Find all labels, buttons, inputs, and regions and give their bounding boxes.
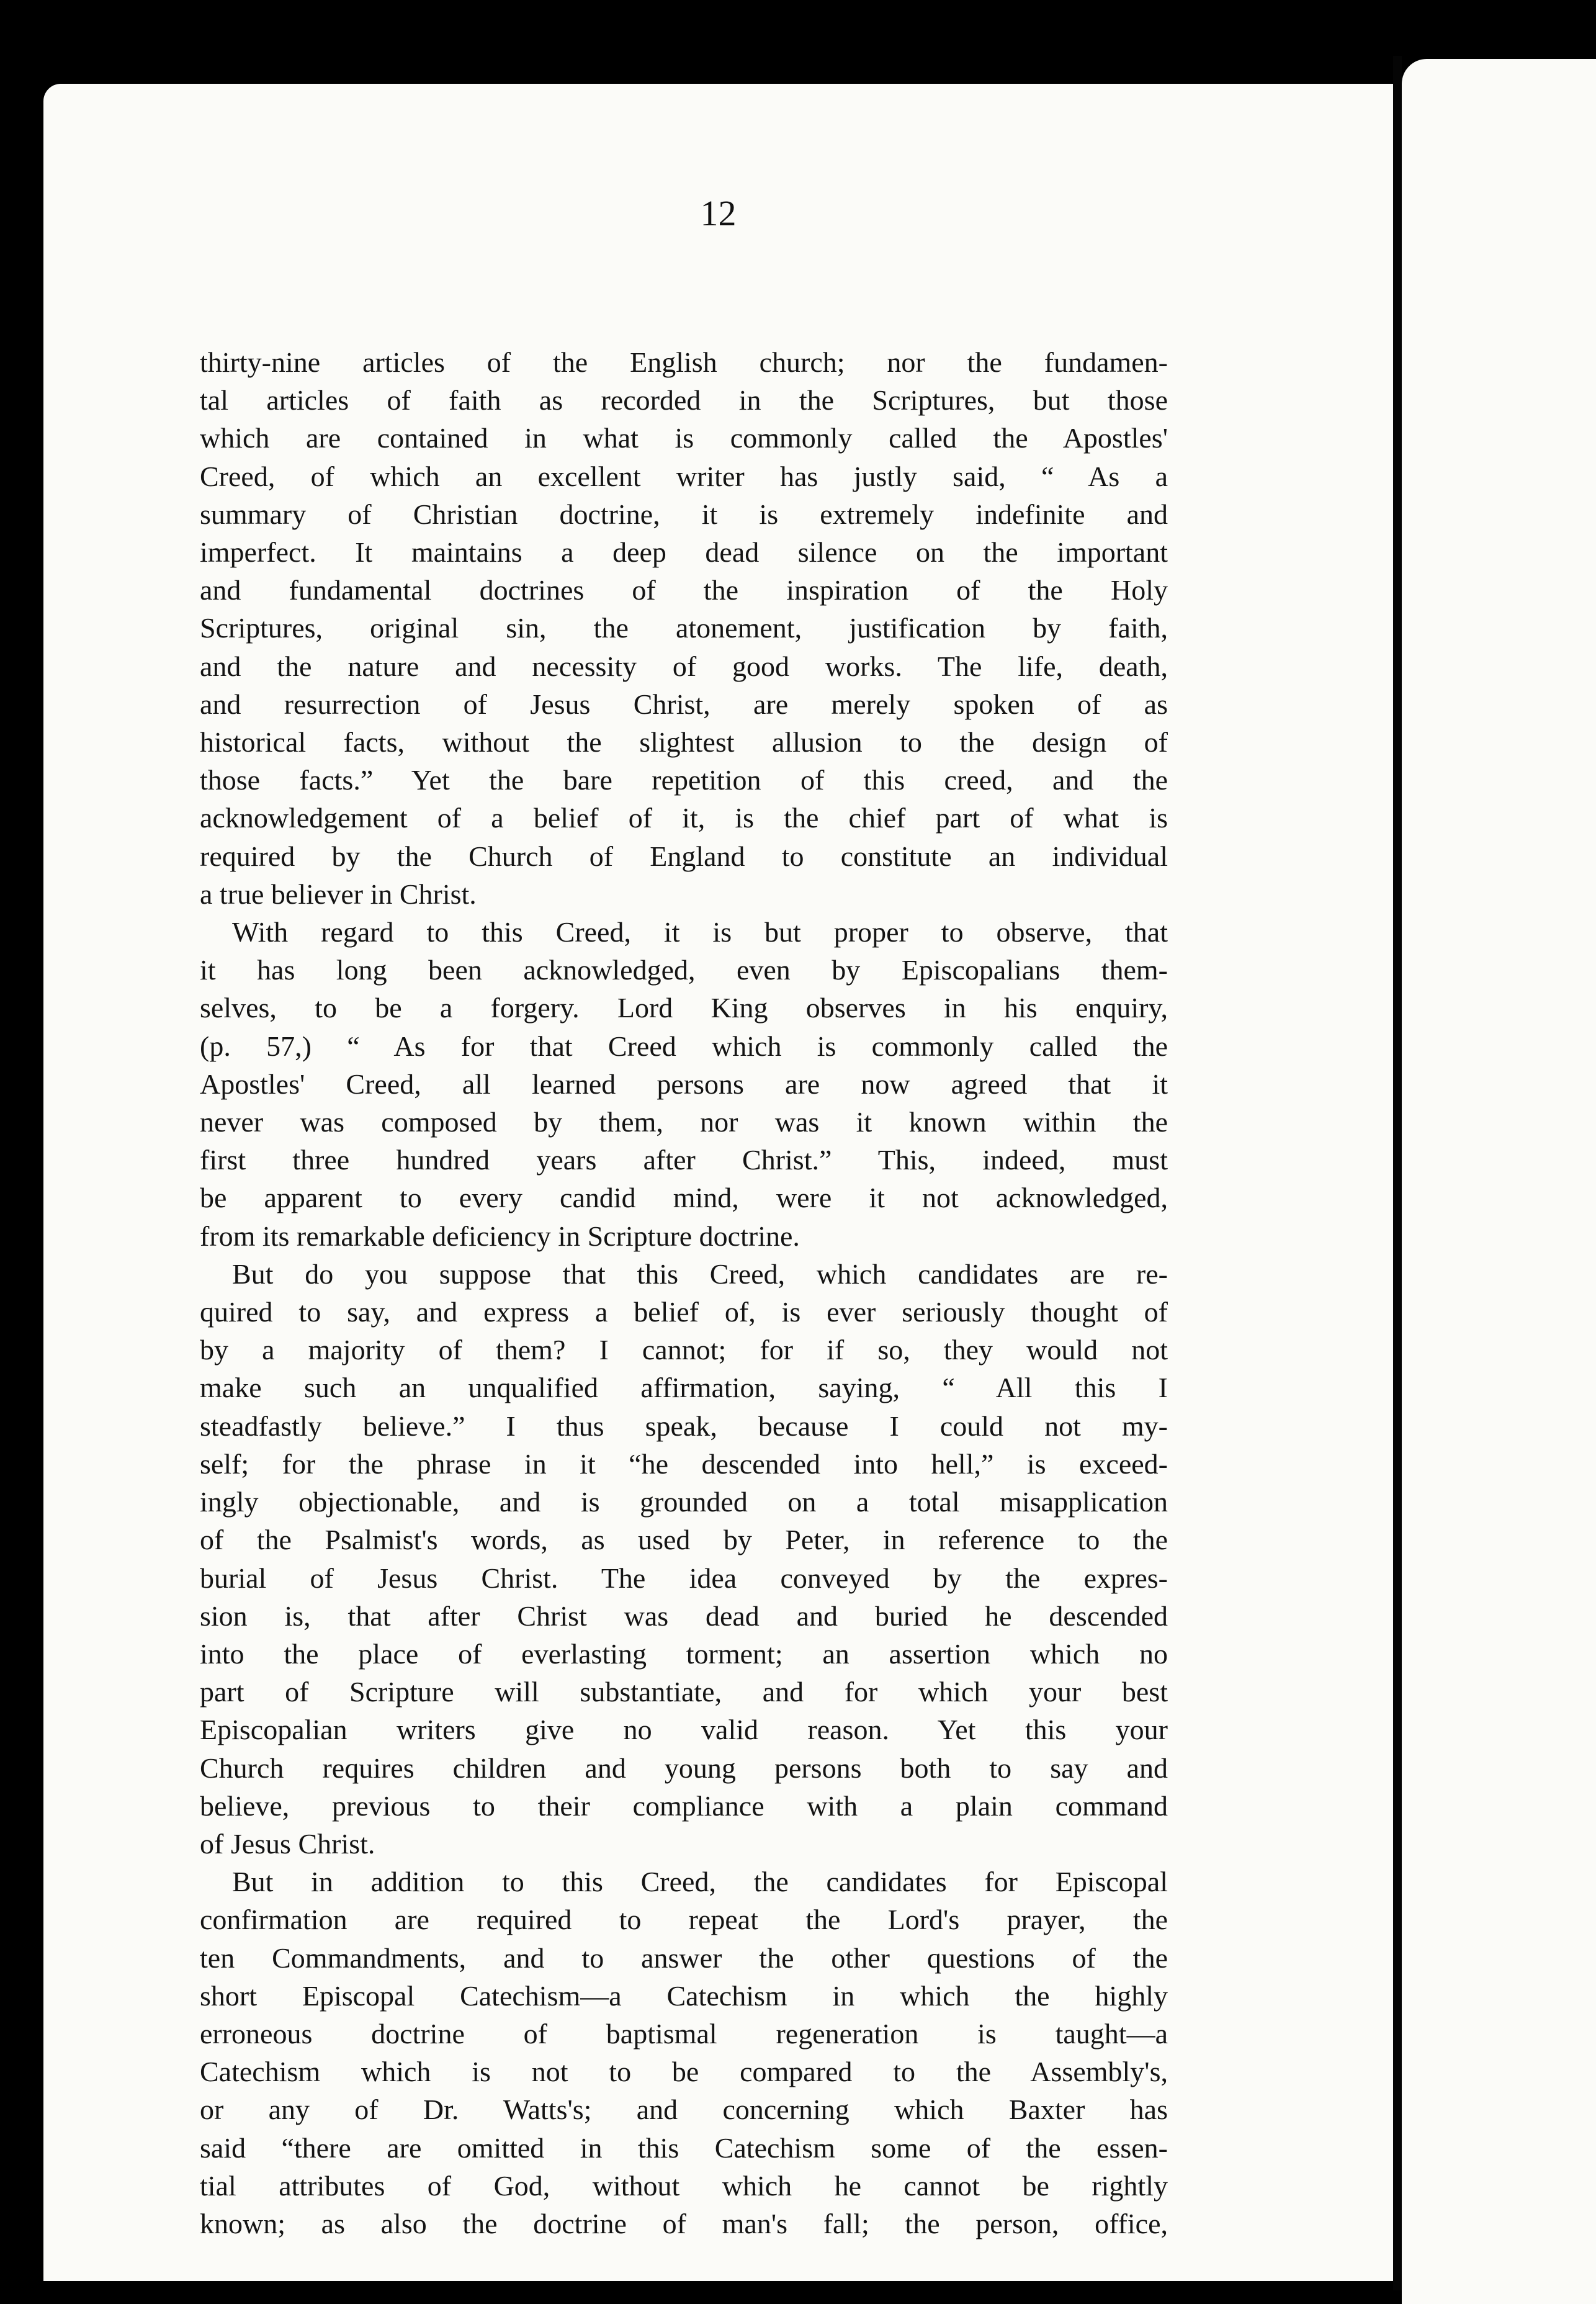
body-text xyxy=(200,343,1168,2243)
text-line: burial of Jesus Christ. The idea conveyed by the expres- xyxy=(200,1562,1168,1594)
text-line: first three hundred years after Christ.” This, indeed, must xyxy=(200,1144,1168,1176)
text-line: (p. 57,) “ As for that Creed which is commonly called the xyxy=(200,1030,1168,1062)
text-line: or any of Dr. Watts's; and concerning which Baxter has xyxy=(200,2094,1168,2126)
text-line: Creed, of which an excellent writer has justly said, “ As a xyxy=(200,460,1168,492)
text-line: it has long been acknowledged, even by Episcopalians them- xyxy=(200,954,1168,986)
text-line: confirmation are required to repeat the Lord's prayer, the xyxy=(200,1904,1168,1936)
text-line: Apostles' Creed, all learned persons are now agreed that it xyxy=(200,1068,1168,1100)
page-number: 12 xyxy=(700,193,737,233)
text-line: and fundamental doctrines of the inspiration of the Holy xyxy=(200,574,1168,606)
text-line: quired to say, and express a belief of, is ever seriously thought of xyxy=(200,1296,1168,1328)
text-line: tial attributes of God, without which he cannot be rightly xyxy=(200,2169,1168,2202)
text-line: and resurrection of Jesus Christ, are merely spoken of as xyxy=(200,688,1168,720)
text-line: of the Psalmist's words, as used by Peter, in reference to the xyxy=(200,1524,1168,1556)
text-line: by a majority of them? I cannot; for if so, they would not xyxy=(200,1334,1168,1366)
page-gutter xyxy=(1393,56,1402,2290)
text-line: said “there are omitted in this Catechism some of the essen- xyxy=(200,2131,1168,2164)
text-line: those facts.” Yet the bare repetition of this creed, and the xyxy=(200,764,1168,796)
text-line: But in addition to this Creed, the candidates for Episcopal xyxy=(232,1866,1168,1898)
text-line: be apparent to every candid mind, were it not acknowledged, xyxy=(200,1182,1168,1214)
text-line: With regard to this Creed, it is but proper to observe, that xyxy=(232,916,1168,948)
text-line: acknowledgement of a belief of it, is the chief part of what is xyxy=(200,802,1168,834)
text-line: thirty-nine articles of the English church; nor the fundamen- xyxy=(200,346,1168,378)
book-page xyxy=(43,84,1393,2281)
text-line: short Episcopal Catechism—a Catechism in which the highly xyxy=(200,1979,1168,2012)
text-line: imperfect. It maintains a deep dead silence on the important xyxy=(200,536,1168,569)
text-line: steadfastly believe.” I thus speak, because I could not my- xyxy=(200,1410,1168,1442)
text-line: selves, to be a forgery. Lord King observes in his enquiry, xyxy=(200,992,1168,1024)
text-line: Episcopalian writers give no valid reason. Yet this your xyxy=(200,1714,1168,1746)
text-line: Scriptures, original sin, the atonement, justification by faith, xyxy=(200,612,1168,644)
text-line: required by the Church of England to constitute an individual xyxy=(200,840,1168,872)
text-line: from its remarkable deficiency in Scripture doctrine. xyxy=(200,1220,800,1252)
text-line: part of Scripture will substantiate, and for which your best xyxy=(200,1676,1168,1708)
text-line: into the place of everlasting torment; an assertion which no xyxy=(200,1637,1168,1670)
text-line: historical facts, without the slightest allusion to the design of xyxy=(200,726,1168,758)
text-line: believe, previous to their compliance with a plain command xyxy=(200,1789,1168,1822)
text-line: erroneous doctrine of baptismal regeneration is taught—a xyxy=(200,2017,1168,2050)
text-line: ten Commandments, and to answer the other questions of the xyxy=(200,1942,1168,1974)
text-line: summary of Christian doctrine, it is extremely indefinite and xyxy=(200,498,1168,530)
text-line: a true believer in Christ. xyxy=(200,878,477,910)
text-line: self; for the phrase in it “he descended into hell,” is exceed- xyxy=(200,1447,1168,1480)
text-line: But do you suppose that this Creed, which candidates are re- xyxy=(232,1258,1168,1290)
text-line: known; as also the doctrine of man's fall; the person, office, xyxy=(200,2207,1168,2239)
text-line: tal articles of faith as recorded in the Scriptures, but those xyxy=(200,384,1168,416)
facing-page-edge xyxy=(1402,59,1596,2304)
text-line: of Jesus Christ. xyxy=(200,1827,375,1860)
text-line: ingly objectionable, and is grounded on a total misapplication xyxy=(200,1486,1168,1518)
text-line: never was composed by them, nor was it known within the xyxy=(200,1106,1168,1138)
text-line: make such an unqualified affirmation, saying, “ All this I xyxy=(200,1372,1168,1404)
text-line: and the nature and necessity of good works. The life, death, xyxy=(200,650,1168,682)
text-line: which are contained in what is commonly called the Apostles' xyxy=(200,422,1168,454)
text-line: Church requires children and young persons both to say and xyxy=(200,1752,1168,1784)
text-line: Catechism which is not to be compared to the Assembly's, xyxy=(200,2056,1168,2088)
text-line: sion is, that after Christ was dead and buried he descended xyxy=(200,1600,1168,1632)
